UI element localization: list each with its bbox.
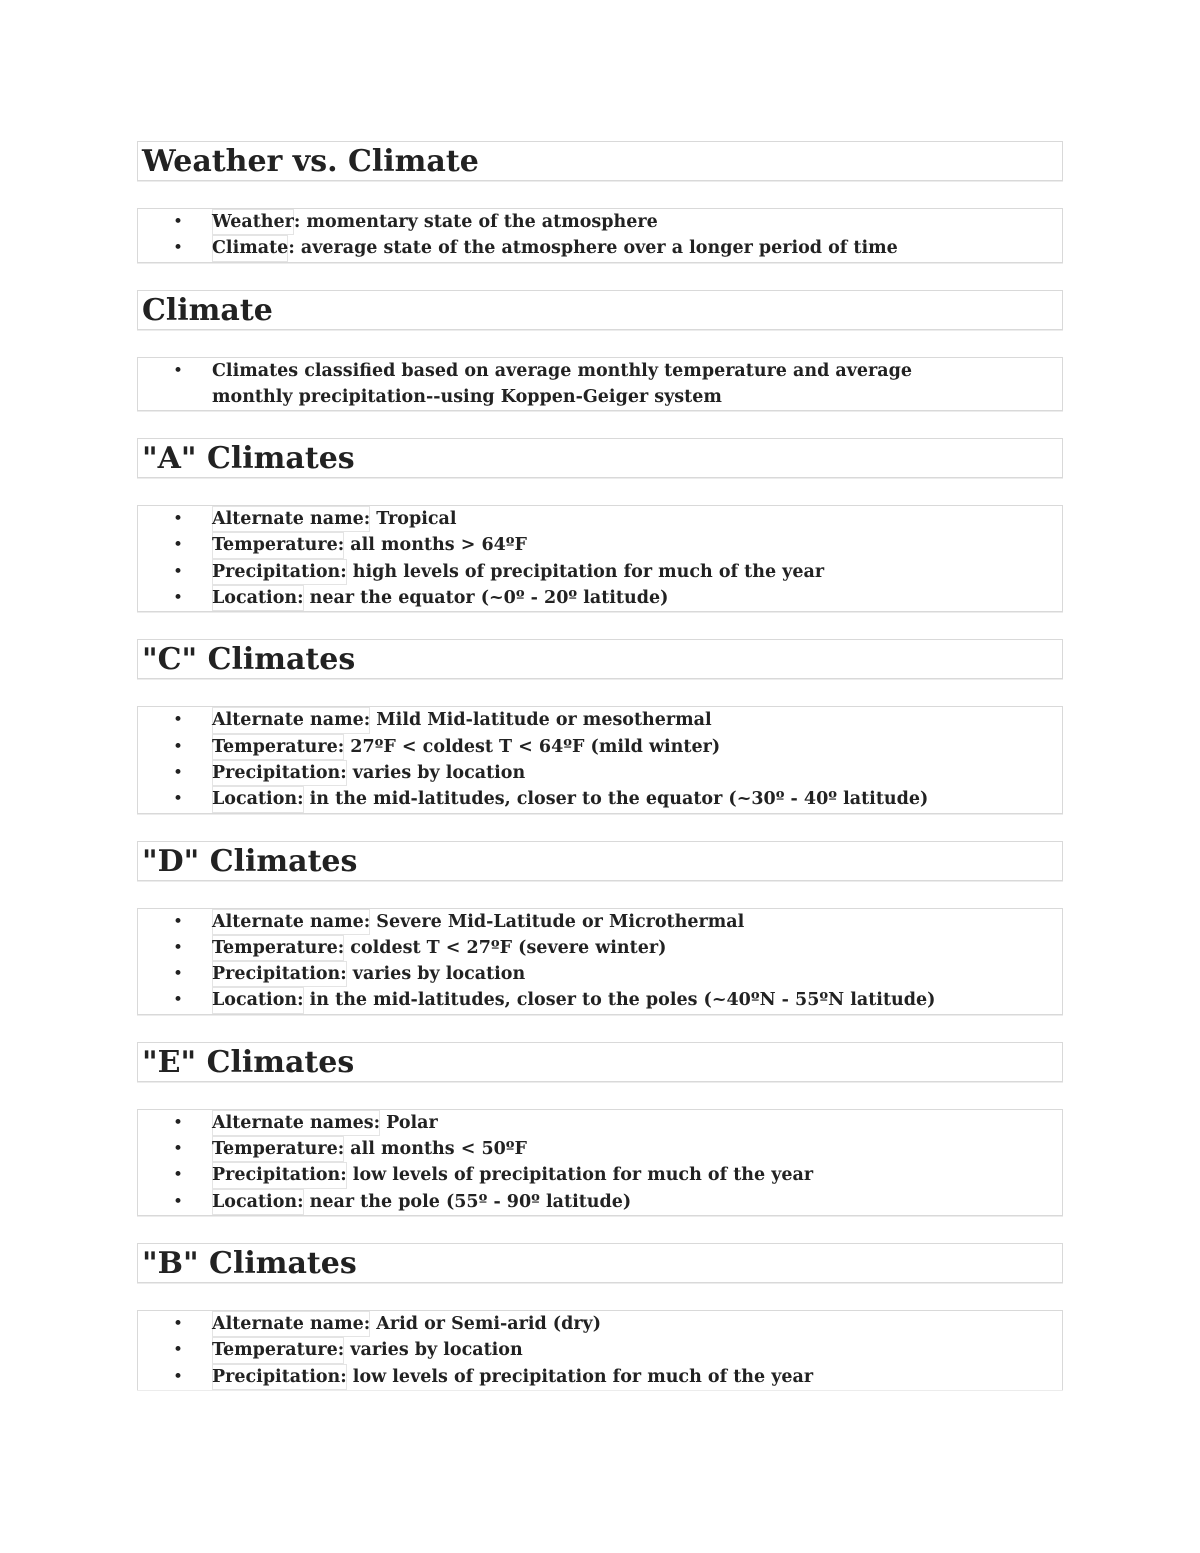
list-item: [138, 358, 1062, 411]
list-item: [138, 786, 1062, 812]
bullet-icon: •: [173, 990, 184, 1011]
bullet-icon: •: [173, 736, 184, 757]
list-item: [138, 532, 1062, 558]
bullet-icon: •: [173, 911, 184, 932]
item-text: low levels of precipitation for much of the year: [346, 1165, 814, 1186]
item-text: Polar: [380, 1112, 438, 1133]
list-item: [138, 707, 1062, 733]
bullet-icon: •: [173, 762, 184, 783]
item-label: Location:: [212, 1189, 304, 1215]
item-label: Location:: [212, 786, 304, 812]
item-text: in the mid-latitudes, closer to the poles (~40ºN - 55ºN latitude): [303, 990, 936, 1011]
item-text: Severe Mid-Latitude or Microthermal: [370, 911, 745, 932]
bullet-icon: •: [173, 1139, 184, 1160]
section-heading-e-climates: "E" Climates: [137, 1042, 1063, 1082]
item-text: varies by location: [346, 762, 526, 783]
list-item: [138, 506, 1062, 532]
item-text: high levels of precipitation for much of the year: [346, 561, 825, 582]
section-heading-b-climates: "B" Climates: [137, 1243, 1063, 1283]
item-text: : average state of the atmosphere over a longer period of time: [288, 238, 898, 259]
item-text: Arid or Semi-arid (dry): [370, 1313, 601, 1334]
item-label: Temperature:: [212, 532, 344, 558]
list-item: [138, 1110, 1062, 1136]
item-text: : momentary state of the atmosphere: [293, 212, 658, 232]
item-label: Precipitation:: [212, 1162, 347, 1188]
item-label: Temperature:: [212, 1337, 344, 1363]
item-text: Tropical: [370, 509, 457, 530]
item-label: Precipitation:: [212, 961, 347, 987]
bullet-icon: •: [173, 588, 184, 609]
item-text: low levels of precipitation for much of the year: [346, 1366, 814, 1387]
section-list-b-climates: [137, 1310, 1063, 1390]
list-item: [138, 734, 1062, 760]
item-label: Climate: [212, 235, 288, 261]
item-label: Precipitation:: [212, 1364, 347, 1390]
item-text: in the mid-latitudes, closer to the equator (~30º - 40º latitude): [303, 789, 929, 810]
item-text: all months < 50ºF: [344, 1139, 527, 1160]
bullet-icon: •: [173, 360, 184, 381]
bullet-icon: •: [173, 561, 184, 582]
item-label: Temperature:: [212, 1136, 344, 1162]
document-page: [137, 141, 1063, 1390]
item-label: Alternate names:: [212, 1110, 380, 1136]
section-list-a-climates: [137, 505, 1063, 612]
item-text: near the equator (~0º - 20º latitude): [303, 588, 669, 609]
item-text: near the pole (55º - 90º latitude): [303, 1191, 632, 1212]
item-label: Alternate name:: [212, 909, 370, 935]
list-item: [138, 1364, 1062, 1390]
bullet-icon: •: [173, 937, 184, 958]
section-heading-climate: Climate: [137, 290, 1063, 330]
item-label: Precipitation:: [212, 760, 347, 786]
bullet-icon: •: [173, 964, 184, 985]
section-list-d-climates: [137, 908, 1063, 1015]
item-label: Alternate name:: [212, 1311, 370, 1337]
item-label: Temperature:: [212, 935, 344, 961]
section-heading-a-climates: "A" Climates: [137, 438, 1063, 478]
item-text: Climates classified based on average monthly temperature and average monthly precipitation--using Koppen-Geiger system: [212, 360, 912, 407]
item-label: Alternate name:: [212, 506, 370, 532]
item-text: 27ºF < coldest T < 64ºF (mild winter): [344, 736, 721, 757]
section-list-climate: [137, 357, 1063, 412]
section-heading-d-climates: "D" Climates: [137, 841, 1063, 881]
list-item: [138, 235, 1062, 261]
item-label: Alternate name:: [212, 707, 370, 733]
bullet-icon: •: [173, 535, 184, 556]
list-item: [138, 585, 1062, 611]
list-item: [138, 559, 1062, 585]
list-item: [138, 760, 1062, 786]
bullet-icon: •: [173, 1191, 184, 1212]
list-item: [138, 1337, 1062, 1363]
bullet-icon: •: [173, 1313, 184, 1334]
bullet-icon: •: [173, 710, 184, 731]
item-text: coldest T < 27ºF (severe winter): [344, 937, 667, 958]
bullet-icon: •: [173, 509, 184, 530]
item-label: Location:: [212, 585, 304, 611]
bullet-icon: •: [173, 1366, 184, 1387]
section-list-c-climates: [137, 706, 1063, 813]
list-item: [138, 209, 1062, 235]
list-item: [138, 961, 1062, 987]
list-item: [138, 909, 1062, 935]
item-text: all months > 64ºF: [344, 535, 527, 556]
section-list-e-climates: [137, 1109, 1063, 1216]
item-label: Temperature:: [212, 734, 344, 760]
section-heading-weather-vs-climate: Weather vs. Climate: [137, 141, 1063, 181]
item-text: Mild Mid-latitude or mesothermal: [370, 710, 712, 731]
bullet-icon: •: [173, 1340, 184, 1361]
bullet-icon: •: [173, 789, 184, 810]
item-label: Precipitation:: [212, 559, 347, 585]
item-text: varies by location: [346, 964, 526, 985]
bullet-icon: •: [173, 1165, 184, 1186]
section-heading-c-climates: "C" Climates: [137, 639, 1063, 679]
list-item: [138, 1136, 1062, 1162]
list-item: [138, 1189, 1062, 1215]
bullet-icon: •: [173, 212, 184, 232]
item-text: varies by location: [344, 1340, 523, 1361]
item-label: Location:: [212, 987, 304, 1013]
bullet-icon: •: [173, 238, 184, 259]
list-item: [138, 987, 1062, 1013]
list-item: [138, 1311, 1062, 1337]
section-list-weather-vs-climate: [137, 208, 1063, 263]
list-item: [138, 935, 1062, 961]
item-label: Weather: [212, 209, 294, 235]
list-item: [138, 1162, 1062, 1188]
bullet-icon: •: [173, 1112, 184, 1133]
